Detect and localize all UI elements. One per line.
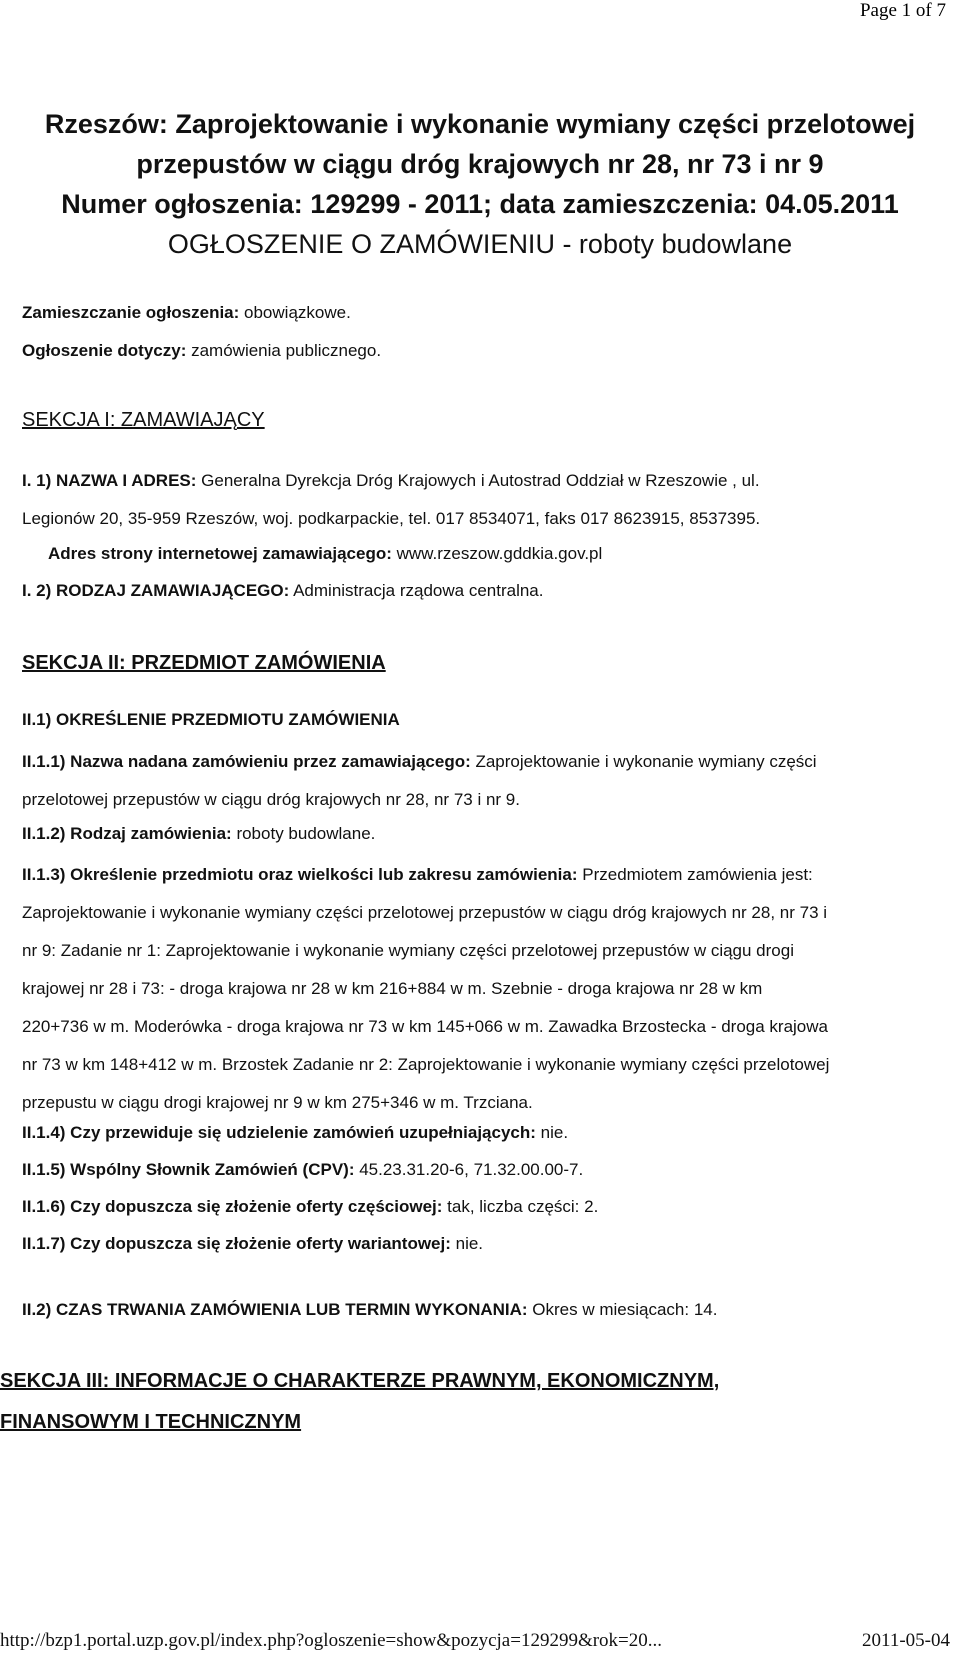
item-1-1-4-value: nie. xyxy=(535,1123,569,1142)
item-1-1-3-line: krajowej nr 28 i 73: - droga krajowa nr 28 w km 216+884 w m. Szebnie - droga krajowa nr 28 w km xyxy=(22,979,763,998)
item-1-1-3-line: Zaprojektowanie i wykonanie wymiany części przelotowej przepustów w ciągu dróg krajowych nr 28, nr 73 i xyxy=(22,903,828,922)
item-1-1-6-label: II.1.6) Czy dopuszcza się złożenie oferty częściowej: xyxy=(22,1197,443,1216)
item-1-1-5-value: 45.23.31.20-6, 71.32.00.00-7. xyxy=(354,1160,584,1179)
section-3-heading xyxy=(0,1361,950,1443)
item-1-1-3-label: II.1.3) Określenie przedmiotu oraz wielkości lub zakresu zamówienia: xyxy=(22,865,578,884)
placement-label: Zamieszczanie ogłoszenia: xyxy=(22,303,240,322)
item-1-1-1-label: II.1.1) Nazwa nadana zamówieniu przez zamawiającego: xyxy=(22,752,471,771)
item-1-1-3-value: Przedmiotem zamówienia jest: xyxy=(577,865,813,884)
contracting-type-label: I. 2) RODZAJ ZAMAWIAJĄCEGO: xyxy=(22,581,290,600)
title-line-2: przepustów w ciągu dróg krajowych nr 28, nr 73 i nr 9 xyxy=(136,149,824,179)
placement-value: obowiązkowe. xyxy=(239,303,351,322)
item-1-1-4 xyxy=(22,1123,952,1143)
duration-value: Okres w miesiącach: 14. xyxy=(527,1300,718,1319)
item-1-1-3-line: przepustu w ciągu drogi krajowej nr 9 w km 275+346 w m. Trzciana. xyxy=(22,1093,533,1112)
title-line-3: Numer ogłoszenia: 129299 - 2011; data zamieszczenia: 04.05.2011 xyxy=(61,189,899,219)
footer-date: 2011-05-04 xyxy=(862,1630,950,1651)
item-1-1-2-label: II.1.2) Rodzaj zamówienia: xyxy=(22,824,232,843)
item-1-1-5-label: II.1.5) Wspólny Słownik Zamówień (CPV): xyxy=(22,1160,355,1179)
placement-row xyxy=(22,303,952,323)
website-link[interactable]: www.rzeszow.gddkia.gov.pl xyxy=(391,544,603,563)
section-3-heading-line-2: FINANSOWYM I TECHNICZNYM xyxy=(0,1411,302,1433)
item-1-1-7-label: II.1.7) Czy dopuszcza się złożenie oferty wariantowej: xyxy=(22,1234,451,1253)
item-1-1-1-value: Zaprojektowanie i wykonanie wymiany części xyxy=(470,752,817,771)
item-1-1-4-label: II.1.4) Czy przewiduje się udzielenie zamówień uzupełniających: xyxy=(22,1123,536,1142)
item-1-1-5 xyxy=(22,1160,952,1180)
duration-label: II.2) CZAS TRWANIA ZAMÓWIENIA LUB TERMIN WYKONANIA: xyxy=(22,1300,528,1319)
section-2-heading: SEKCJA II: PRZEDMIOT ZAMÓWIENIA xyxy=(22,652,386,674)
contracting-name-label: I. 1) NAZWA I ADRES: xyxy=(22,471,197,490)
item-1-1-6-value: tak, liczba części: 2. xyxy=(442,1197,599,1216)
concerns-value: zamówienia publicznego. xyxy=(186,341,382,360)
website-row xyxy=(48,544,960,564)
contracting-type-row xyxy=(22,581,952,601)
item-1-1-1-value-cont: przelotowej przepustów w ciągu dróg krajowych nr 28, nr 73 i nr 9. xyxy=(22,790,520,809)
section-3-heading-line-1: SEKCJA III: INFORMACJE O CHARAKTERZE PRAWNYM, EKONOMICZNYM, xyxy=(0,1370,720,1392)
item-1-1-3 xyxy=(22,856,952,1122)
item-1-1-2-value: roboty budowlane. xyxy=(231,824,376,843)
duration-row xyxy=(22,1300,952,1320)
contracting-type-value: Administracja rządowa centralna. xyxy=(289,581,544,600)
title-line-4: OGŁOSZENIE O ZAMÓWIENIU - roboty budowlane xyxy=(167,229,793,259)
section-2-subheading xyxy=(22,710,952,730)
item-1-1-2 xyxy=(22,824,952,844)
subject-definition-heading: II.1) OKREŚLENIE PRZEDMIOTU ZAMÓWIENIA xyxy=(22,710,400,729)
section-1-heading: SEKCJA I: ZAMAWIAJĄCY xyxy=(22,409,265,431)
page-number: Page 1 of 7 xyxy=(859,0,946,21)
item-1-1-3-line: nr 9: Zadanie nr 1: Zaprojektowanie i wykonanie wymiany części przelotowej przepustów w ciągu drogi xyxy=(22,941,794,960)
notice-title xyxy=(0,104,960,264)
item-1-1-7-value: nie. xyxy=(450,1234,484,1253)
item-1-1-7 xyxy=(22,1234,952,1254)
contracting-address: Legionów 20, 35-959 Rzeszów, woj. podkarpackie, tel. 017 8534071, faks 017 8623915, 8537395. xyxy=(22,509,761,528)
website-label: Adres strony internetowej zamawiającego: xyxy=(48,544,392,563)
concerns-row xyxy=(22,341,952,361)
title-line-1: Rzeszów: Zaprojektowanie i wykonanie wymiany części przelotowej xyxy=(44,109,916,139)
item-1-1-3-line: nr 73 w km 148+412 w m. Brzostek Zadanie nr 2: Zaprojektowanie i wykonanie wymiany części przelotowej xyxy=(22,1055,830,1074)
contracting-name-value: Generalna Dyrekcja Dróg Krajowych i Autostrad Oddział w Rzeszowie , ul. xyxy=(196,471,760,490)
item-1-1-6 xyxy=(22,1197,952,1217)
contracting-name-row xyxy=(22,462,952,500)
item-1-1-1 xyxy=(22,743,952,819)
footer-url[interactable]: http://bzp1.portal.uzp.gov.pl/index.php?ogloszenie=show&pozycja=129299&rok=20... xyxy=(0,1630,663,1651)
concerns-label: Ogłoszenie dotyczy: xyxy=(22,341,187,360)
section-1-body xyxy=(22,462,952,538)
item-1-1-3-line: 220+736 w m. Moderówka - droga krajowa nr 73 w km 145+066 w m. Zawadka Brzostecka - droga krajowa xyxy=(22,1017,828,1036)
